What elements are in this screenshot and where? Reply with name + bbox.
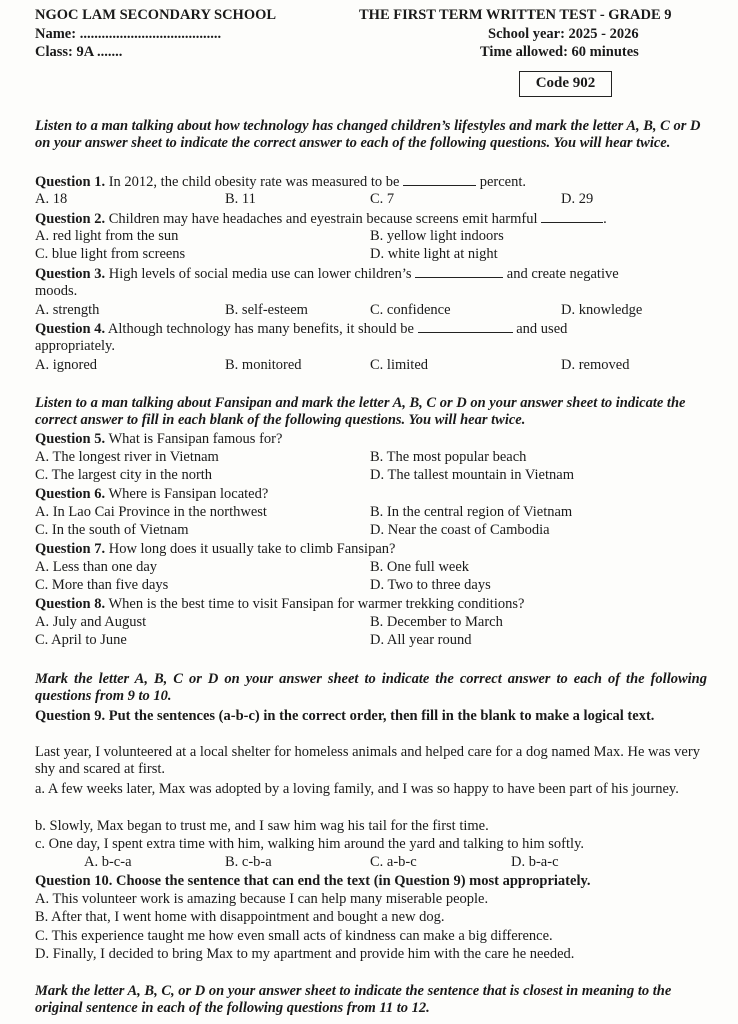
question-label: Question 8. [35, 596, 106, 612]
option: D. Near the coast of Cambodia [370, 522, 550, 538]
option: D. Two to three days [370, 577, 491, 593]
question-text: How long does it usually take to climb Fansipan? [105, 541, 396, 557]
question-label: Question 1. [35, 174, 106, 190]
option: B. One full week [370, 559, 470, 575]
option: C. April to June [35, 632, 127, 648]
option: D. Finally, I decided to bring Max to my apartment and provide him with the care he needed. [35, 946, 575, 962]
option: B. 11 [225, 191, 256, 207]
school-name: NGOC LAM SECONDARY SCHOOL [35, 7, 277, 23]
question-6 [35, 486, 268, 503]
option: A. red light from the sun [35, 228, 179, 244]
option: A. The longest river in Vietnam [35, 449, 219, 465]
section1-instruction: Listen to a man talking about how technology has changed children’s lifestyles and mark the letter A, B, C or D on your answer sheet to indicate the correct answer to each of the following questions. You will hear twice. [35, 118, 701, 151]
option: C. The largest city in the north [35, 467, 213, 483]
question-7 [35, 541, 395, 558]
question-8 [35, 596, 524, 613]
question-text: percent. [476, 174, 526, 190]
option: C. limited [370, 357, 428, 373]
option: A. This volunteer work is amazing because I can help many miserable people. [35, 891, 489, 907]
question-2 [35, 210, 607, 228]
question-label: Question 6. [35, 486, 106, 502]
question-text: Where is Fansipan located? [105, 486, 269, 502]
question-text: High levels of social media use can lower children’s [105, 266, 412, 282]
option: D. The tallest mountain in Vietnam [370, 467, 574, 483]
option: C. More than five days [35, 577, 169, 593]
question-text: . [603, 211, 607, 227]
sentence-a: a. A few weeks later, Max was adopted by a loving family, and I was so happy to have been part of his journey. [35, 781, 679, 797]
option: C. 7 [370, 191, 395, 207]
section3-instruction: Mark the letter A, B, C or D on your answer sheet to indicate the correct answer to each of the following questions from 9 to 10. [35, 671, 707, 704]
question-1 [35, 173, 526, 191]
option: A. Less than one day [35, 559, 158, 575]
question-label: Question 5. [35, 431, 106, 447]
question-10: Question 10. Choose the sentence that can end the text (in Question 9) most appropriately. [35, 873, 591, 889]
sentence-b: b. Slowly, Max began to trust me, and I saw him wag his tail for the first time. [35, 818, 489, 834]
name-label: Name: ....................................... [35, 26, 222, 42]
option: B. monitored [225, 357, 302, 373]
option: C. This experience taught me how even small acts of kindness can make a big difference. [35, 928, 553, 944]
option: C. In the south of Vietnam [35, 522, 189, 538]
option: A. July and August [35, 614, 147, 630]
time-allowed: Time allowed: 60 minutes [480, 44, 639, 60]
option: D. b-a-c [511, 854, 559, 870]
option: D. knowledge [561, 302, 643, 318]
test-title: THE FIRST TERM WRITTEN TEST - GRADE 9 [359, 7, 672, 23]
sentence-c: c. One day, I spent extra time with him, walking him around the yard and talking to him softly. [35, 836, 585, 852]
class-label: Class: 9A ....... [35, 44, 123, 60]
option: D. removed [561, 357, 630, 373]
option: A. ignored [35, 357, 98, 373]
answer-blank [418, 320, 513, 333]
question-text: Although technology has many benefits, it should be [105, 321, 414, 337]
question-4 [35, 320, 567, 338]
question-label: Question 4. [35, 321, 106, 337]
question-text: When is the best time to visit Fansipan for warmer trekking conditions? [105, 596, 525, 612]
option: B. yellow light indoors [370, 228, 504, 244]
question-3-continued: moods. [35, 283, 78, 299]
option: A. 18 [35, 191, 68, 207]
question-3 [35, 265, 619, 283]
exam-code: Code 902 [519, 71, 612, 97]
question-text: What is Fansipan famous for? [105, 431, 283, 447]
answer-blank [415, 265, 503, 278]
question-label: Question 3. [35, 266, 106, 282]
section2-instruction: Listen to a man talking about Fansipan and mark the letter A, B, C or D on your answer sheet to indicate the correct answer to fill in each blank of the following questions. You will hear twice. [35, 395, 686, 428]
question-9-passage: Last year, I volunteered at a local shelter for homeless animals and helped care for a dog named Max. He was very shy and scared at first. [35, 744, 700, 777]
option: B. December to March [370, 614, 503, 630]
question-9: Question 9. Put the sentences (a-b-c) in the correct order, then fill in the blank to make a logical text. [35, 708, 655, 724]
school-year: School year: 2025 - 2026 [488, 26, 639, 42]
option: B. c-b-a [225, 854, 272, 870]
question-label: Question 2. [35, 211, 106, 227]
option: B. In the central region of Vietnam [370, 504, 573, 520]
question-label: Question 7. [35, 541, 106, 557]
option: C. a-b-c [370, 854, 417, 870]
question-text: Children may have headaches and eyestrain because screens emit harmful [105, 211, 538, 227]
option: B. After that, I went home with disappointment and bought a new dog. [35, 909, 445, 925]
option: B. self-esteem [225, 302, 308, 318]
question-4-continued: appropriately. [35, 338, 115, 354]
question-text: and create negative [503, 266, 619, 282]
section4-instruction: Mark the letter A, B, C, or D on your answer sheet to indicate the sentence that is closest in meaning to the original sentence in each of the following questions from 11 to 12. [35, 983, 672, 1016]
option: C. confidence [370, 302, 451, 318]
question-5 [35, 431, 282, 448]
option: A. In Lao Cai Province in the northwest [35, 504, 267, 520]
option: C. blue light from screens [35, 246, 186, 262]
question-text: and used [512, 321, 568, 337]
question-text: In 2012, the child obesity rate was measured to be [105, 174, 400, 190]
answer-blank [403, 173, 476, 186]
answer-blank [541, 210, 603, 223]
option: A. strength [35, 302, 100, 318]
option: D. white light at night [370, 246, 498, 262]
option: B. The most popular beach [370, 449, 527, 465]
option: D. 29 [561, 191, 594, 207]
option: D. All year round [370, 632, 472, 648]
option: A. b-c-a [84, 854, 132, 870]
